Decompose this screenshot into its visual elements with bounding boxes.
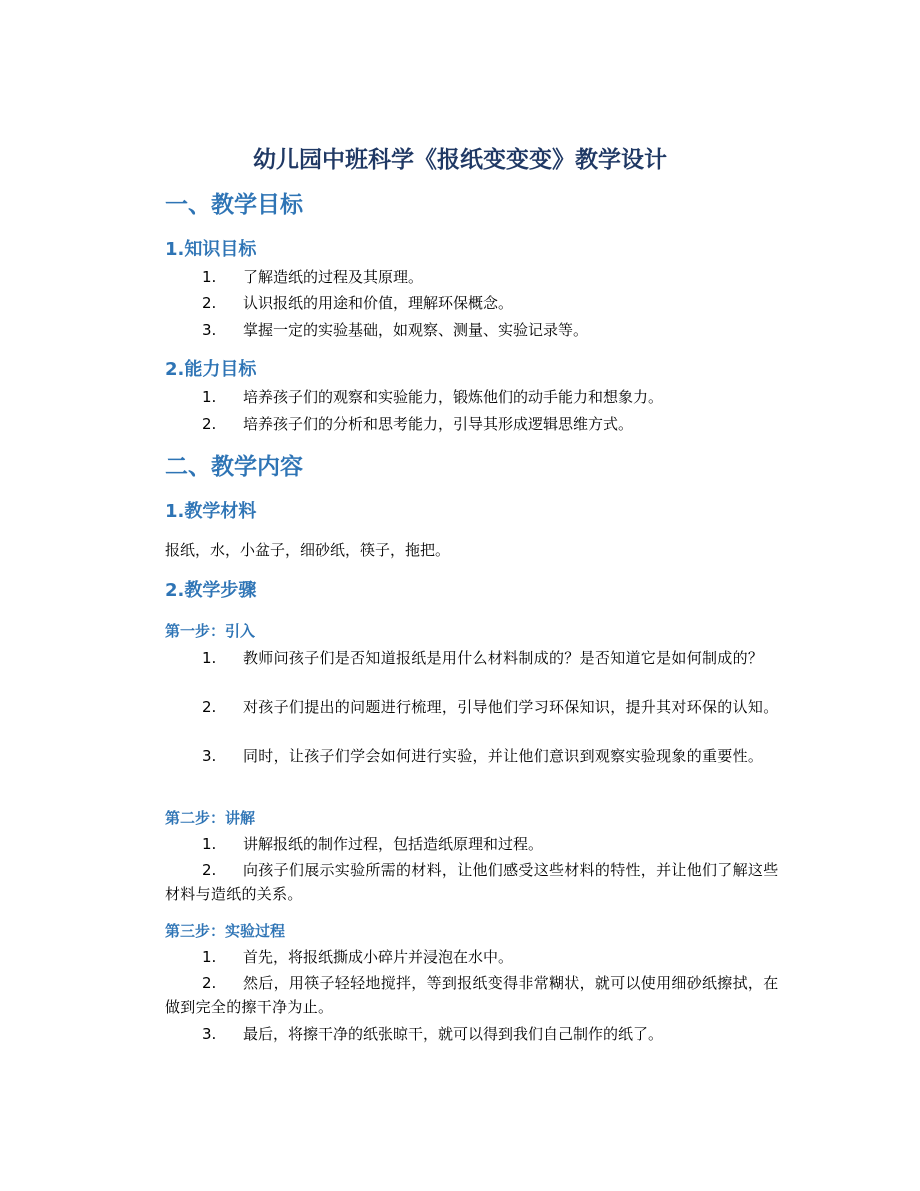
list-item: 2. 认识报纸的用途和价值，理解环保概念。 (202, 294, 514, 312)
list-item: 1. 培养孩子们的观察和实验能力，锻炼他们的动手能力和想象力。 (202, 388, 664, 406)
list-item: 3. 最后，将擦干净的纸张晾干，就可以得到我们自己制作的纸了。 (202, 1025, 664, 1043)
section-heading-content: 二、教学内容 (165, 454, 303, 480)
document-title: 幼儿园中班科学《报纸变变变》教学设计 (253, 147, 667, 173)
list-item: 2. 然后，用筷子轻轻地搅拌，等到报纸变得非常糊状，就可以使用细砂纸擦拭，在做到完全的擦干净为止。 (165, 974, 779, 1016)
list-item: 3. 同时，让孩子们学会如何进行实验，并让他们意识到观察实验现象的重要性。 (202, 747, 764, 765)
list-item: 2. 对孩子们提出的问题进行梳理，引导他们学习环保知识，提升其对环保的认知。 (202, 698, 779, 716)
step3-heading: 第三步：实验过程 (165, 922, 286, 940)
subheading-steps: 2.教学步骤 (165, 580, 257, 601)
subheading-knowledge-goals: 1.知识目标 (165, 239, 257, 260)
list-item: 1. 了解造纸的过程及其原理。 (202, 268, 424, 286)
subheading-materials: 1.教学材料 (165, 501, 257, 522)
subheading-ability-goals: 2.能力目标 (165, 359, 257, 380)
step1-heading: 第一步：引入 (165, 622, 256, 640)
section-heading-goals: 一、教学目标 (165, 192, 303, 218)
list-item: 2. 培养孩子们的分析和思考能力，引导其形成逻辑思维方式。 (202, 415, 634, 433)
step2-heading: 第二步：讲解 (165, 809, 256, 827)
list-item: 1. 首先，将报纸撕成小碎片并浸泡在水中。 (202, 948, 514, 966)
list-item: 2. 向孩子们展示实验所需的材料，让他们感受这些材料的特性，并让他们了解这些材料与造纸的关系。 (165, 861, 779, 903)
list-item: 1. 讲解报纸的制作过程，包括造纸原理和过程。 (202, 835, 544, 853)
list-item: 1. 教师问孩子们是否知道报纸是用什么材料制成的？是否知道它是如何制成的？ (202, 649, 764, 667)
materials-text: 报纸，水，小盆子，细砂纸，筷子，拖把。 (165, 541, 451, 559)
list-item: 3. 掌握一定的实验基础，如观察、测量、实验记录等。 (202, 321, 589, 339)
